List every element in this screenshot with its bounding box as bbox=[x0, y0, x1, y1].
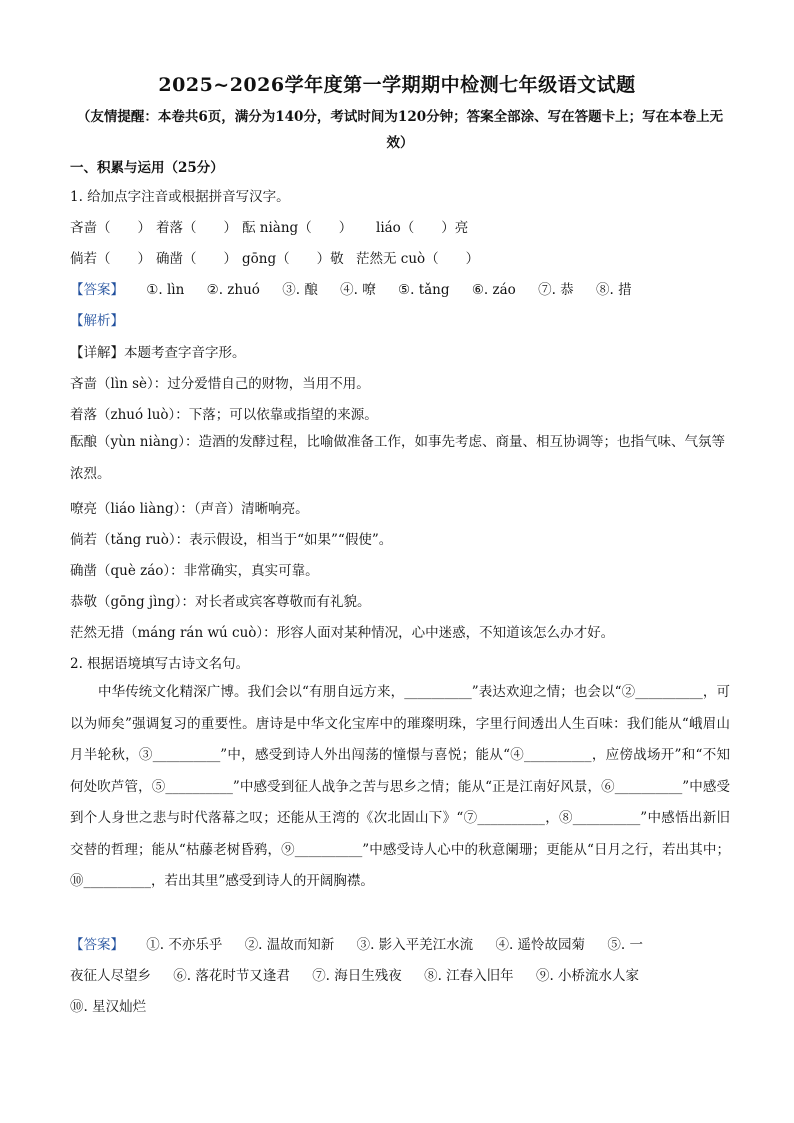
answer-item: ①. 不亦乐乎 bbox=[146, 937, 223, 953]
answer-item: ⑩. 星汉灿烂 bbox=[70, 999, 147, 1015]
q1-row1 bbox=[70, 216, 468, 236]
q2-answer-row bbox=[70, 933, 661, 953]
q1-blank: liáo（ ）亮 bbox=[376, 220, 469, 236]
q1-blank: 吝啬（ ） bbox=[70, 220, 151, 236]
answer-item: ④. 遥怜故园菊 bbox=[495, 937, 586, 953]
q2-answer-row bbox=[70, 964, 657, 984]
answer-item: ⑤. 一 bbox=[607, 937, 643, 953]
note-line: 倘若（tǎng ruò）：表示假设，相当于“如果”“假使”。 bbox=[70, 532, 393, 548]
answer-item: ⑤. tǎng bbox=[398, 282, 450, 298]
answer-item: ⑧. 措 bbox=[595, 282, 632, 298]
answer-item: ⑦. 恭 bbox=[538, 282, 574, 298]
answer-label: 【答案】 bbox=[70, 937, 124, 953]
q1-stem: 1. 给加点字注音或根据拼音写汉字。 bbox=[70, 189, 290, 205]
q1-blank: 着落（ ） bbox=[156, 220, 237, 236]
note-line: 酝酿（yùn niàng）：造酒的发酵过程，比喻做准备工作，如事先考虑、商量、相互协调等；也指气味、气氛等浓烈。 bbox=[70, 434, 725, 482]
q2-passage: 中华传统文化精深广博。我们会以“有朋自远方来，__________”表达欢迎之情；也会以“②__________，可以为师矣”强调复习的重要性。唐诗是中华文化宝库中的璀璨明珠，字里行间透出人生百味：我们能从“峨眉山月半轮秋，③__________”中，感受到诗人外出闯荡的憧憬与喜悦；能从“④__________，应傍战场开”和“不知何处吹芦管，⑤__________”中感受到征人战争之苦与思乡之情；能从“正是江南好风景，⑥__________”中感受到个人身世之悲与时代落幕之叹；还能从王湾的《次北固山下》“⑦__________，⑧__________”中感悟出新旧交替的哲理；能从“枯藤老树昏鸦，⑨__________”中感受诗人心中的秋意阑珊；更能从“日月之行，若出其中；⑩__________，若出其里”感受到诗人的开阔胸襟。 bbox=[70, 684, 730, 889]
answer-item: ①. lìn bbox=[146, 282, 185, 298]
section-heading: 一、积累与运用（25分） bbox=[70, 160, 224, 176]
detail-label: 【详解】 bbox=[70, 345, 124, 361]
q1-blank: gōng（ ）敬 bbox=[242, 251, 344, 267]
note-line: 恭敬（gōng jìng）：对长者或宾客尊敬而有礼貌。 bbox=[70, 594, 371, 610]
detail-text: 本题考查字音字形。 bbox=[124, 345, 246, 361]
analysis-label: 【解析】 bbox=[70, 313, 124, 329]
answer-item: ⑨. 小桥流水人家 bbox=[535, 968, 640, 984]
answer-item: ⑦. 海日生残夜 bbox=[312, 968, 402, 984]
exam-notice: （友情提醒：本卷共6页，满分为140分，考试时间为120分钟；答案全部涂、写在答题卡上；写在本卷上无效） bbox=[76, 109, 724, 151]
q1-blank: 倘若（ ） bbox=[70, 251, 151, 267]
answer-label: 【答案】 bbox=[70, 282, 124, 298]
answer-item: ⑥. záo bbox=[471, 282, 516, 298]
q1-answer-row bbox=[70, 278, 650, 298]
note-line: 嘹亮（liáo liàng）：（声音）清晰响亮。 bbox=[70, 501, 309, 517]
answer-item: ⑥. 落花时节又逢君 bbox=[173, 968, 290, 984]
q1-blank: 酝 niàng（ ） bbox=[242, 220, 353, 236]
q1-blank: 茫然无 cuò（ ） bbox=[356, 251, 480, 267]
note-line: 茫然无措（máng rán wú cuò）：形容人面对某种情况，心中迷惑，不知道该怎么办才好。 bbox=[70, 625, 615, 641]
exam-title: 2025~2026学年度第一学期期中检测七年级语文试题 bbox=[158, 74, 636, 96]
q2-answer-row bbox=[70, 995, 164, 1015]
q2-stem: 2. 根据语境填写古诗文名句。 bbox=[70, 656, 250, 672]
answer-item: ②. 温故而知新 bbox=[244, 937, 335, 953]
note-line: 吝啬（lìn sè）：过分爱惜自己的财物，当用不用。 bbox=[70, 376, 370, 392]
answer-item: 夜征人尽望乡 bbox=[70, 968, 151, 984]
answer-item: ③. 影入平羌江水流 bbox=[356, 937, 474, 953]
q1-row2 bbox=[70, 247, 479, 267]
answer-item: ②. zhuó bbox=[206, 282, 260, 298]
note-line: 着落（zhuó luò）：下落；可以依靠或指望的来源。 bbox=[70, 407, 378, 423]
q1-blank: 确凿（ ） bbox=[156, 251, 237, 267]
note-line: 确凿（què záo）：非常确实，真实可靠。 bbox=[70, 563, 319, 579]
detail-line bbox=[70, 341, 246, 361]
answer-item: ④. 嘹 bbox=[340, 282, 376, 298]
answer-item: ⑧. 江春入旧年 bbox=[424, 968, 514, 984]
answer-item: ③. 酿 bbox=[282, 282, 318, 298]
